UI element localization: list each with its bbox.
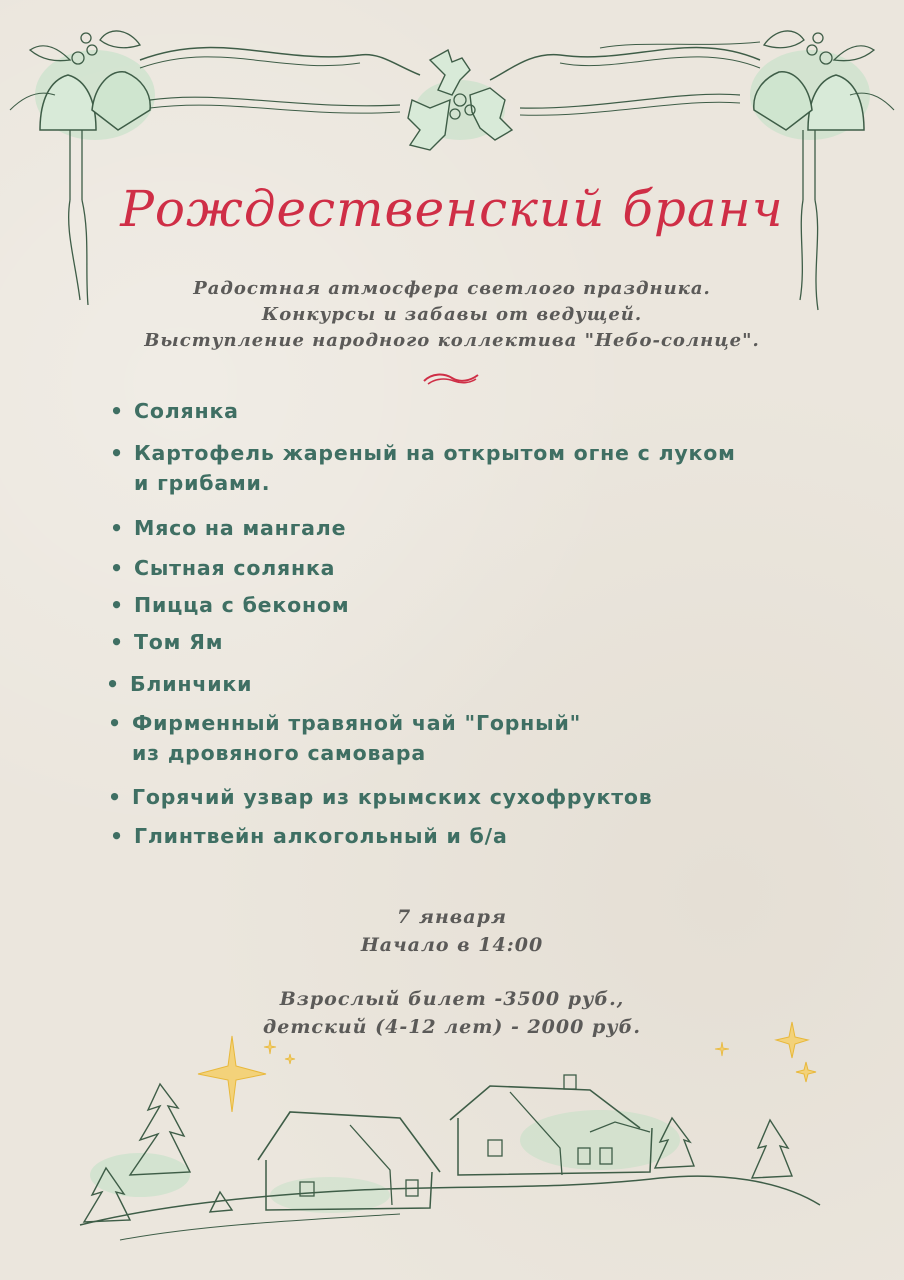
child-price: детский (4-12 лет) - 2000 руб. <box>263 1016 641 1038</box>
winter-village-illustration <box>0 1000 904 1280</box>
description-line: Конкурсы и забавы от ведущей. <box>261 304 643 325</box>
bullet-icon: • <box>110 593 124 617</box>
menu-item: • Том Ям <box>110 627 223 657</box>
bullet-icon: • <box>108 785 122 809</box>
menu-item: • Мясо на мангале <box>110 513 346 543</box>
star-icon <box>198 1022 816 1112</box>
bullet-icon: • <box>108 711 122 735</box>
menu-item: • Глинтвейн алкогольный и б/а <box>110 821 508 851</box>
bullet-icon: • <box>110 824 124 848</box>
divider-flourish-icon <box>422 369 482 389</box>
page-title: Рождественский бранч <box>120 180 784 238</box>
tree-icon <box>84 1084 792 1222</box>
menu-item: • Солянка <box>110 396 239 426</box>
bullet-icon: • <box>110 441 124 465</box>
adult-price: Взрослый билет -3500 руб., <box>279 988 625 1010</box>
menu-item: • Картофель жареный на открытом огне с луком и грибами. <box>110 438 736 498</box>
bullet-icon: • <box>110 556 124 580</box>
menu-item: • Фирменный травяной чай "Горный" из дровяного самовара <box>108 708 581 768</box>
menu-item: • Сытная солянка <box>110 553 335 583</box>
description-line: Выступление народного коллектива "Небо-солнце". <box>144 330 760 351</box>
menu-item: • Пицца с беконом <box>110 590 349 620</box>
event-description <box>0 276 904 354</box>
menu-item: • Блинчики <box>106 669 252 699</box>
description-line: Радостная атмосфера светлого праздника. <box>193 278 711 299</box>
event-start-time: Начало в 14:00 <box>360 934 544 956</box>
bullet-icon: • <box>110 516 124 540</box>
bullet-icon: • <box>110 399 124 423</box>
event-date: 7 января <box>396 906 507 928</box>
bells-left-decoration <box>0 0 904 320</box>
event-schedule <box>0 903 904 959</box>
bullet-icon: • <box>110 630 124 654</box>
menu-item: • Горячий узвар из крымских сухофруктов <box>108 782 653 812</box>
bullet-icon: • <box>106 672 120 696</box>
